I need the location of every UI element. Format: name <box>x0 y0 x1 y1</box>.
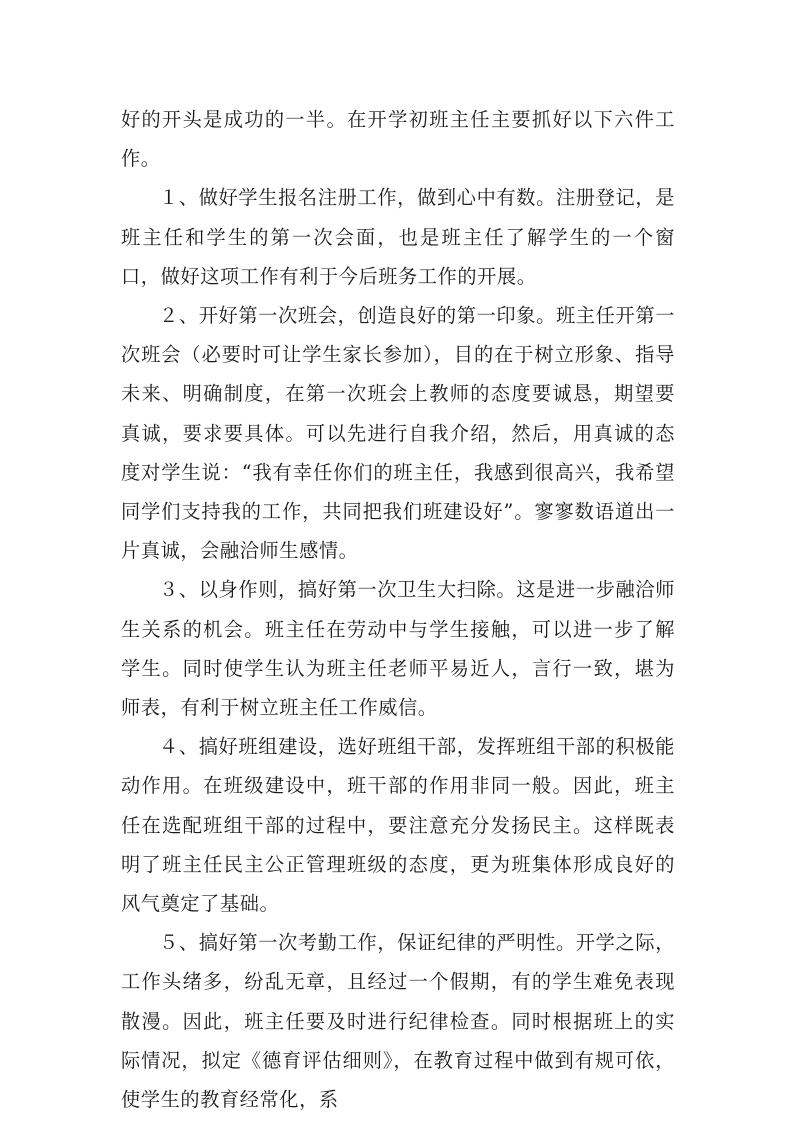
document-page <box>121 100 675 1119</box>
paragraph-intro: 好的开头是成功的一半。在开学初班主任主要抓好以下六件工作。 <box>121 108 675 171</box>
paragraph-item-4: ４、搞好班组建设，选好班组干部，发挥班组干部的积极能动作用。在班级建设中，班干部的作用非同一般。因此，班主任在选配班组干部的过程中，要注意充分发扬民主。这样既表明了班主任民主公正管理班级的态度，更为班集体形成良好的风气奠定了基础。 <box>121 735 675 916</box>
paragraph-item-1: １、做好学生报名注册工作，做到心中有数。注册登记，是班主任和学生的第一次会面，也是班主任了解学生的一个窗口，做好这项工作有利于今后班务工作的开展。 <box>121 186 675 288</box>
paragraph-item-2: ２、开好第一次班会，创造良好的第一印象。班主任开第一次班会（必要时可让学生家长参加），目的在于树立形象、指导未来、明确制度，在第一次班会上教师的态度要诚恳，期望要真诚，要求要具体。可以先进行自我介绍，然后，用真诚的态度对学生说：“我有幸任你们的班主任，我感到很高兴，我希望同学们支持我的工作，共同把我们班建设好”。寥寥数语道出一片真诚，会融洽师生感情。 <box>121 304 675 563</box>
paragraph-item-3: ３、以身作则，搞好第一次卫生大扫除。这是进一步融洽师生关系的机会。班主任在劳动中与学生接触，可以进一步了解学生。同时使学生认为班主任老师平易近人，言行一致，堪为师表，有利于树立班主任工作威信。 <box>121 578 675 720</box>
paragraph-item-5: ５、搞好第一次考勤工作，保证纪律的严明性。开学之际，工作头绪多，纷乱无章，且经过一个假期，有的学生难免表现散漫。因此，班主任要及时进行纪律检查。同时根据班上的实际情况，拟定《德育评估细则》，在教育过程中做到有规可依，使学生的教育经常化，系 <box>121 931 675 1112</box>
